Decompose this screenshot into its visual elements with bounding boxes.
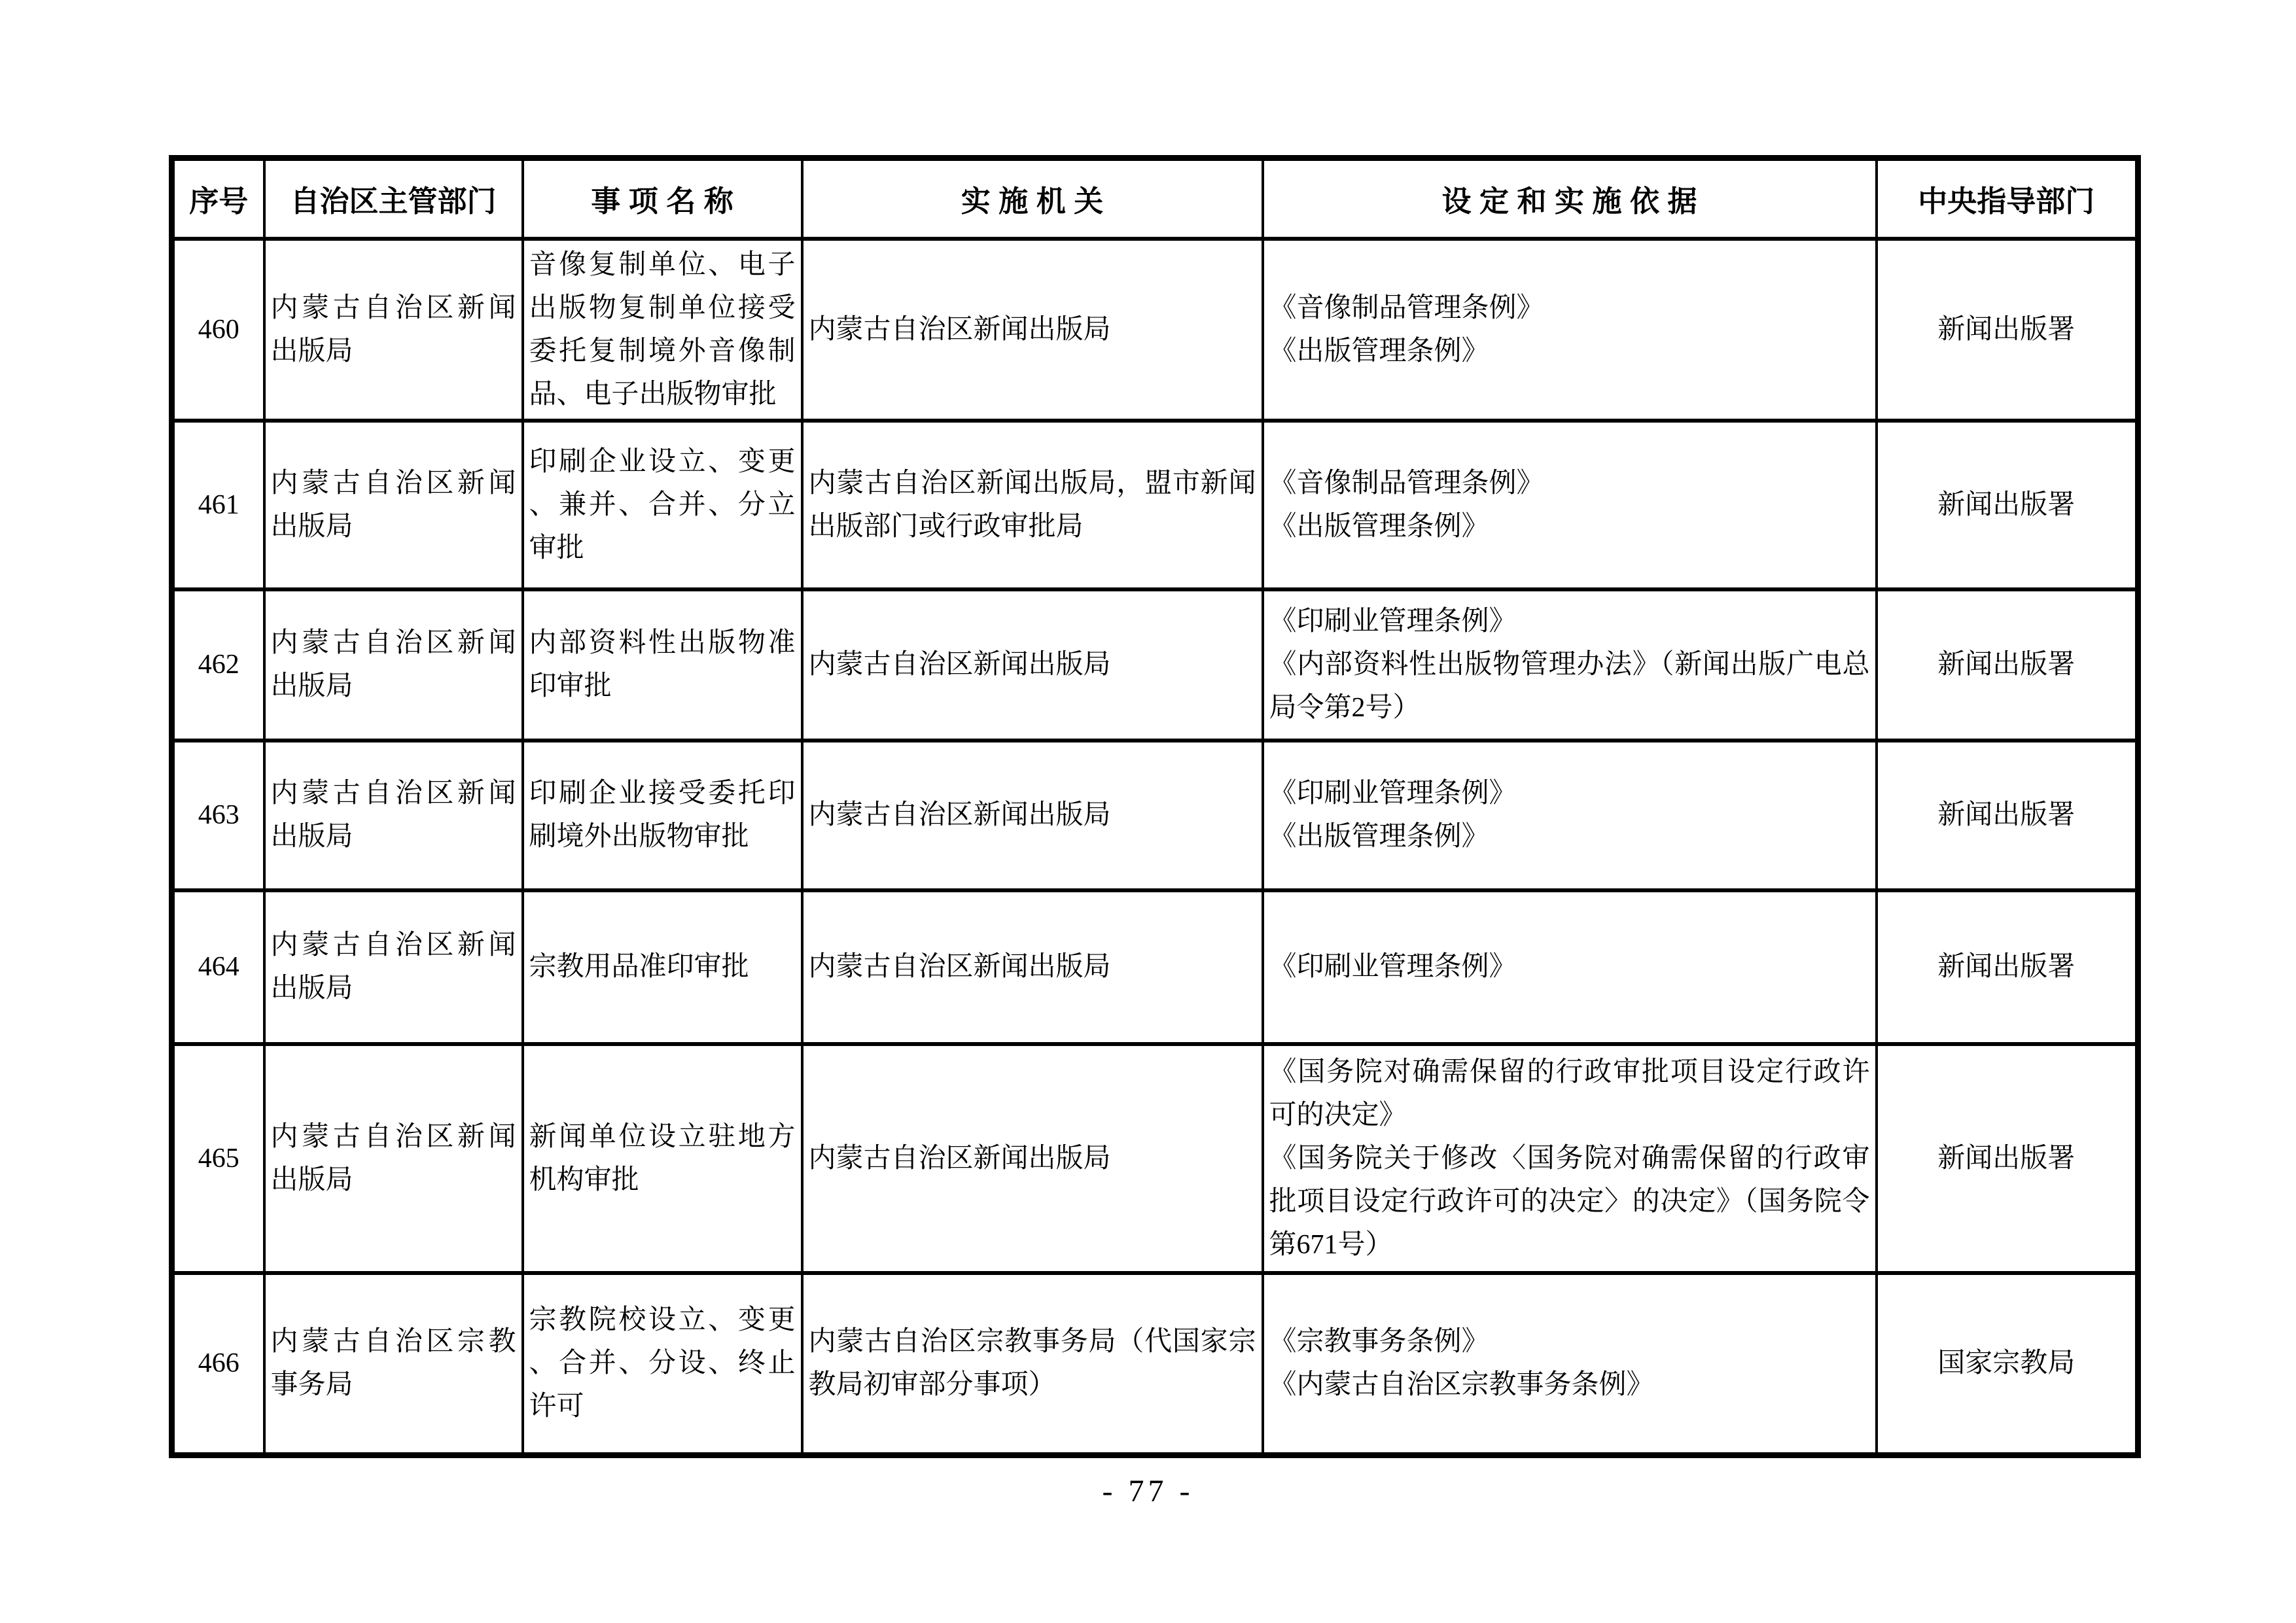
page-number: - 77 - xyxy=(1102,1474,1194,1509)
table-row xyxy=(172,239,2138,421)
approval-items-table xyxy=(169,155,2141,1458)
basis-entry: 《出版管理条例》 xyxy=(1269,336,1489,366)
cell-central-department: 新闻出版署 xyxy=(1877,741,2138,890)
cell-central-department: 国家宗教局 xyxy=(1877,1273,2138,1456)
cell-agency: 内蒙古自治区宗教事务局（代国家宗教局初审部分事项） xyxy=(802,1273,1263,1456)
cell-serial: 463 xyxy=(172,741,264,890)
basis-entry: 《国务院关于修改〈国务院对确需保留的行政审批项目设定行政许可的决定〉的决定》（国务院令第671号） xyxy=(1269,1143,1870,1260)
cell-agency: 内蒙古自治区新闻出版局，盟市新闻出版部门或行政审批局 xyxy=(802,421,1263,589)
cell-item-name: 新闻单位设立驻地方机构审批 xyxy=(523,1044,802,1273)
cell-basis xyxy=(1263,1273,1877,1456)
cell-item-name: 宗教用品准印审批 xyxy=(523,890,802,1044)
basis-entry: 《宗教事务条例》 xyxy=(1269,1327,1489,1357)
cell-basis xyxy=(1263,421,1877,589)
cell-serial: 464 xyxy=(172,890,264,1044)
cell-central-department: 新闻出版署 xyxy=(1877,890,2138,1044)
cell-central-department: 新闻出版署 xyxy=(1877,1044,2138,1273)
cell-central-department: 新闻出版署 xyxy=(1877,239,2138,421)
cell-agency: 内蒙古自治区新闻出版局 xyxy=(802,741,1263,890)
cell-department: 内蒙古自治区新闻出版局 xyxy=(264,741,523,890)
cell-department: 内蒙古自治区新闻出版局 xyxy=(264,239,523,421)
basis-entry: 《内部资料性出版物管理办法》（新闻出版广电总局令第2号） xyxy=(1269,650,1870,723)
table-row xyxy=(172,589,2138,741)
header-central-department: 中央指导部门 xyxy=(1877,158,2138,239)
cell-item-name: 宗教院校设立、变更、合并、分设、终止许可 xyxy=(523,1273,802,1456)
cell-basis xyxy=(1263,1044,1877,1273)
header-department: 自治区主管部门 xyxy=(264,158,523,239)
cell-agency: 内蒙古自治区新闻出版局 xyxy=(802,239,1263,421)
cell-department: 内蒙古自治区新闻出版局 xyxy=(264,589,523,741)
basis-entry: 《出版管理条例》 xyxy=(1269,511,1489,542)
basis-entry: 《音像制品管理条例》 xyxy=(1269,468,1544,498)
cell-department: 内蒙古自治区新闻出版局 xyxy=(264,890,523,1044)
table-row xyxy=(172,741,2138,890)
header-agency: 实 施 机 关 xyxy=(802,158,1263,239)
cell-basis xyxy=(1263,589,1877,741)
table-row xyxy=(172,1044,2138,1273)
cell-basis xyxy=(1263,741,1877,890)
cell-item-name: 印刷企业接受委托印刷境外出版物审批 xyxy=(523,741,802,890)
basis-entry: 《印刷业管理条例》 xyxy=(1269,778,1517,809)
basis-entry: 《印刷业管理条例》 xyxy=(1269,606,1517,637)
cell-item-name: 内部资料性出版物准印审批 xyxy=(523,589,802,741)
cell-agency: 内蒙古自治区新闻出版局 xyxy=(802,1044,1263,1273)
cell-agency: 内蒙古自治区新闻出版局 xyxy=(802,890,1263,1044)
cell-department: 内蒙古自治区新闻出版局 xyxy=(264,1044,523,1273)
cell-central-department: 新闻出版署 xyxy=(1877,421,2138,589)
cell-department: 内蒙古自治区新闻出版局 xyxy=(264,421,523,589)
cell-serial: 461 xyxy=(172,421,264,589)
header-serial: 序号 xyxy=(172,158,264,239)
table-row xyxy=(172,890,2138,1044)
basis-entry: 《国务院对确需保留的行政审批项目设定行政许可的决定》 xyxy=(1269,1056,1870,1130)
basis-entry: 《内蒙古自治区宗教事务条例》 xyxy=(1269,1370,1654,1401)
cell-department: 内蒙古自治区宗教事务局 xyxy=(264,1273,523,1456)
cell-serial: 460 xyxy=(172,239,264,421)
table-row xyxy=(172,421,2138,589)
table-row xyxy=(172,1273,2138,1456)
cell-agency: 内蒙古自治区新闻出版局 xyxy=(802,589,1263,741)
basis-entry: 《印刷业管理条例》 xyxy=(1269,952,1517,982)
cell-serial: 462 xyxy=(172,589,264,741)
cell-serial: 465 xyxy=(172,1044,264,1273)
cell-central-department: 新闻出版署 xyxy=(1877,589,2138,741)
header-item-name: 事 项 名 称 xyxy=(523,158,802,239)
basis-entry: 《出版管理条例》 xyxy=(1269,822,1489,852)
header-basis: 设 定 和 实 施 依 据 xyxy=(1263,158,1877,239)
basis-entry: 《音像制品管理条例》 xyxy=(1269,292,1544,323)
cell-item-name: 印刷企业设立、变更、兼并、合并、分立审批 xyxy=(523,421,802,589)
cell-item-name: 音像复制单位、电子出版物复制单位接受委托复制境外音像制品、电子出版物审批 xyxy=(523,239,802,421)
table-header-row xyxy=(172,158,2138,239)
cell-basis xyxy=(1263,890,1877,1044)
cell-basis xyxy=(1263,239,1877,421)
cell-serial: 466 xyxy=(172,1273,264,1456)
